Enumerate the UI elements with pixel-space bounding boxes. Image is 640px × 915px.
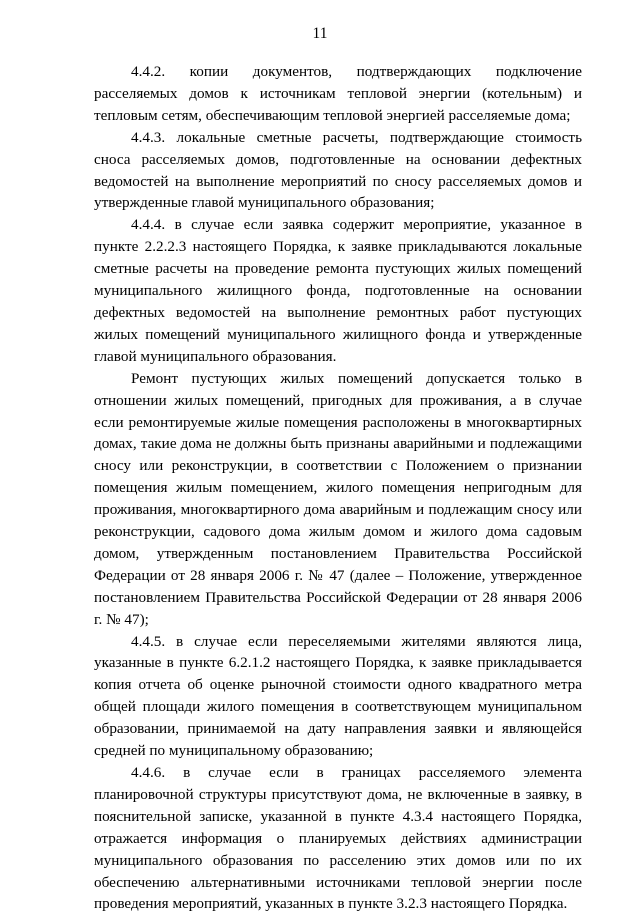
paragraph-repair-conditions: Ремонт пустующих жилых помещений допускается только в отношении жилых помещений, пригодных для проживания, а в случае если ремонтируемые жилые помещения расположены в многоквартирных домах, такие дома не должны быть признаны аварийными и подлежащими сносу или реконструкции, в соответствии с Положением о признании помещения жилым помещением, жилого помещения непригодным для проживания, многоквартирного дома аварийным и подлежащим сносу или реконструкции, садового дома жилым домом и жилого дома садовым домом, утвержденным постановлением Правительства Российской Федерации от 28 января 2006 г. № 47 (далее – Положение, утвержденное постановлением Правительства Российской Федерации от 28 января 2006 г. № 47); <box>94 369 582 628</box>
paragraph-4-4-5: 4.4.5. в случае если переселяемыми жителями являются лица, указанные в пункте 6.2.1.2 настоящего Порядка, к заявке прикладывается копия отчета об оценке рыночной стоимости одного квадратного метра общей площади жилого помещения в соответствующем муниципальном образовании, принимаемой на дату направления заявки и являющейся средней по муниципальному образованию; <box>94 632 582 760</box>
page-number: 11 <box>312 25 328 42</box>
paragraph-4-4-3: 4.4.3. локальные сметные расчеты, подтверждающие стоимость сноса расселяемых домов, подготовленные на основании дефектных ведомостей на выполнение мероприятий по сносу расселяемых домов и утвержденные главой муниципального образования; <box>94 128 582 212</box>
document-body <box>94 61 582 915</box>
paragraph-4-4-2: 4.4.2. копии документов, подтверждающих подключение расселяемых домов к источникам тепловой энергии (котельным) и тепловым сетям, обеспечивающим тепловой энергией расселяемые дома; <box>94 63 582 124</box>
paragraph-4-4-4: 4.4.4. в случае если заявка содержит мероприятие, указанное в пункте 2.2.2.3 настоящего Порядка, к заявке прикладываются локальные сметные расчеты на проведение ремонта пустующих жилых помещений муниципального жилищного фонда, подготовленные на основании дефектных ведомостей на выполнение ремонтных работ пустующих жилых помещений муниципального жилищного фонда и утвержденные главой муниципального образования. <box>94 216 582 365</box>
paragraph-4-4-6: 4.4.6. в случае если в границах расселяемого элемента планировочной структуры присутствуют дома, не включенные в заявку, в пояснительной записке, указанной в пункте 4.3.4 настоящего Порядка, отражается информация о планируемых действиях администрации муниципального образования по расселению этих домов или по их обеспечению альтернативными источниками тепловой энергии после проведения мероприятий, указанных в пункте 3.2.3 настоящего Порядка. <box>94 764 582 913</box>
